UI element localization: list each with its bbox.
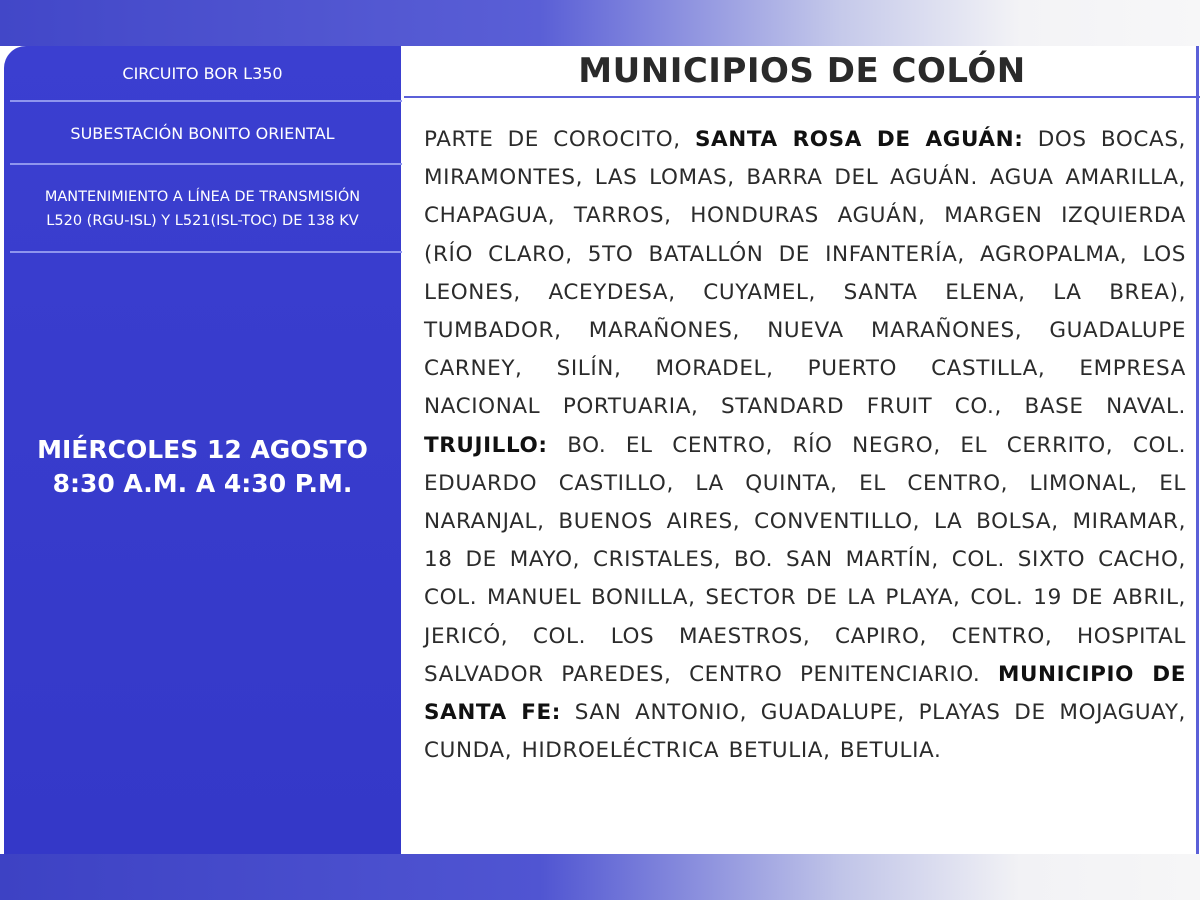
date-label: MIÉRCOLES 12 AGOSTO (37, 435, 368, 464)
page-title: MUNICIPIOS DE COLÓN (578, 51, 1026, 91)
affected-areas-text (424, 121, 1186, 770)
outage-notice-card (0, 46, 1200, 854)
maintenance-description: MANTENIMIENTO A LÍNEA DE TRANSMISIÓN L520 (RGU-ISL) Y L521(ISL-TOC) DE 138 KV (44, 188, 361, 229)
schedule-panel (4, 46, 401, 854)
title-row (404, 46, 1200, 98)
municipalities-panel (404, 46, 1200, 854)
text-segment: PARTE DE COROCITO, (424, 127, 695, 152)
substation-label: SUBESTACIÓN BONITO ORIENTAL (70, 123, 335, 143)
divider (10, 163, 402, 165)
top-background-band (0, 0, 1200, 46)
date-time-block (4, 254, 401, 680)
municipality-heading-trujillo: TRUJILLO: (424, 432, 548, 458)
time-range-label: 8:30 A.M. A 4:30 P.M. (52, 469, 353, 498)
municipality-heading-santa-fe: MUNICIPIO DE SANTA FE: (424, 661, 1186, 726)
text-segment: SAN ANTONIO, GUADALUPE, PLAYAS DE MOJAGUAY, CUNDA, HIDROELÉCTRICA BETULIA, BETULIA. (424, 700, 1186, 764)
text-segment: DOS BOCAS, MIRAMONTES, LAS LOMAS, BARRA DEL AGUÁN. AGUA AMARILLA, CHAPAGUA, TARROS, HONDURAS AGUÁN, MARGEN IZQUIERDA (RÍO CLARO, 5TO BATALLÓN DE INFANTERÍA, AGROPALMA, LOS LEONES, ACEYDESA, CUYAMEL, SANTA ELENA, LA BREA), TUMBADOR, MARAÑONES, NUEVA MARAÑONES, GUADALUPE CARNEY, SILÍN, MORADEL, PUERTO CASTILLA, EMPRESA NACIONAL PORTUARIA, STANDARD FRUIT CO., BASE NAVAL. (424, 127, 1186, 420)
divider (10, 251, 402, 253)
divider (10, 100, 402, 102)
bottom-background-band (0, 854, 1200, 900)
circuit-label: CIRCUITO BOR L350 (122, 63, 283, 83)
card-right-border (1196, 46, 1199, 854)
municipality-heading-santa-rosa: SANTA ROSA DE AGUÁN: (694, 127, 1024, 152)
text-segment: BO. EL CENTRO, RÍO NEGRO, EL CERRITO, COL. EDUARDO CASTILLO, LA QUINTA, EL CENTRO, LIMONAL, EL NARANJAL, BUENOS AIRES, CONVENTILLO, LA BOLSA, MIRAMAR, 18 DE MAYO, CRISTALES, BO. SAN MARTÍN, COL. SIXTO CACHO, COL. MANUEL BONILLA, SECTOR DE LA PLAYA, COL. 19 DE ABRIL, JERICÓ, COL. LOS MAESTROS, CAPIRO, CENTRO, HOSPITAL SALVADOR PAREDES, CENTRO PENITENCIARIO. (424, 432, 1186, 687)
